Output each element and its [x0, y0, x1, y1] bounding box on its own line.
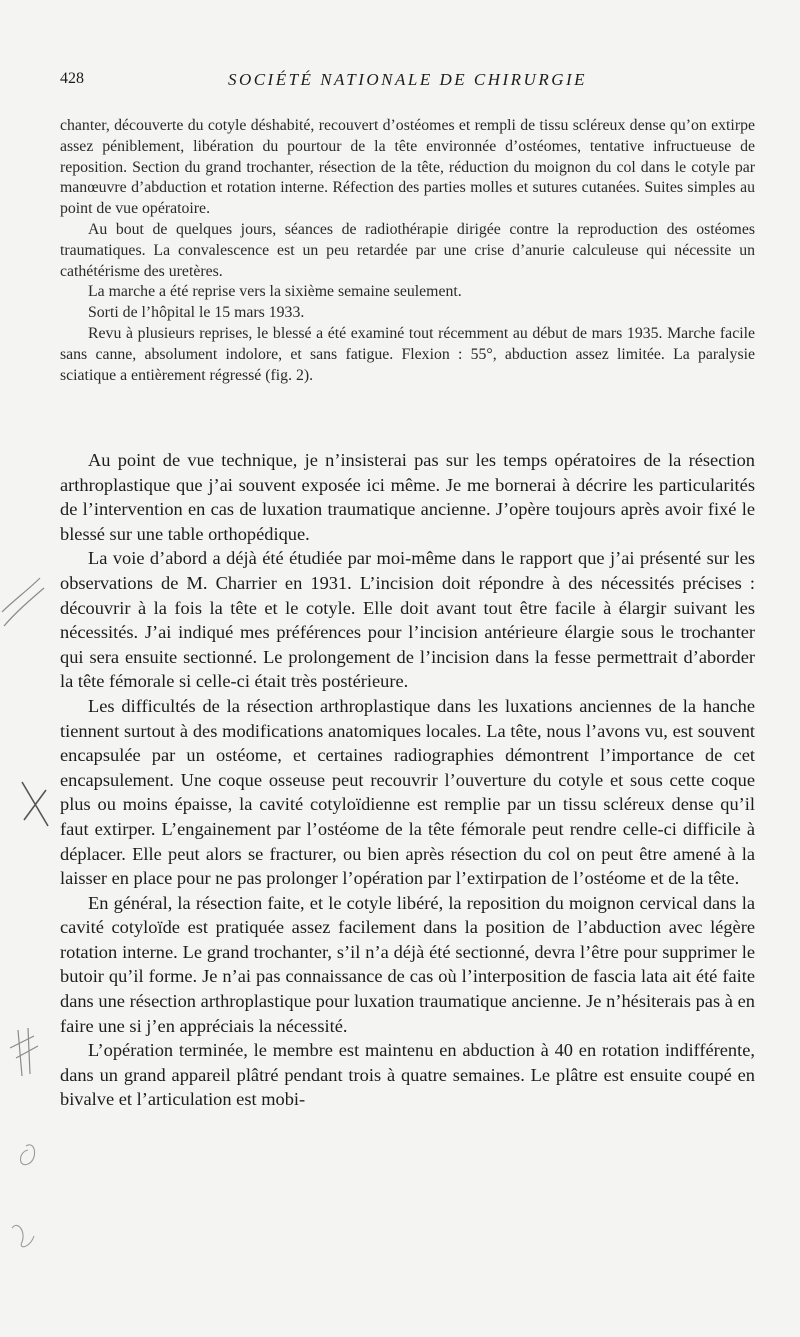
page-number: 428: [60, 70, 84, 87]
case-report-paragraph: Au bout de quelques jours, séances de radiothérapie dirigée contre la reproduction des ostéomes traumatiques. La convalescence est un peu retardée par une crise d’anurie calculeuse qui nécessite un cathétérisme des uretères.: [60, 220, 755, 280]
pencil-cross-mark: [22, 782, 48, 826]
case-report-paragraph: La marche a été reprise vers la sixième semaine seulement.: [88, 283, 462, 301]
case-report-paragraph: chanter, découverte du cotyle déshabité, recouvert d’ostéomes et rempli de tissu scléreux dense qu’on extirpe assez péniblement, libération du pourtour de la tête environnée d’ostéomes, tentative infructueuse de reposition. Section du grand trochanter, résection de la tête, réduction du moignon du col dans le cotyle par manœuvre d’abduction et rotation interne. Réfection des parties molles et sutures cutanées. Suites simples au point de vue opératoire.: [60, 117, 755, 218]
discussion-block: [60, 448, 755, 1112]
discussion-paragraph: Les difficultés de la résection arthroplastique dans les luxations anciennes de la hanche tiennent surtout à des modifications anatomiques locales. La tête, nous l’avons vu, est souvent encapsulée par un ostéome, et certaines radiographies démontrent l’importance de cet encapsulement. Une coque osseuse peut recouvrir l’ouverture du cotyle et sous cette coque plus ou moins épaisse, la cavité cotyloïdienne est remplie par un tissu scléreux dense qu’il faut extirper. L’engainement par l’ostéome de la tête fémorale peut rendre celle-ci difficile à déplacer. Elle peut alors se fracturer, ou bien après résection du col on peut être amené à la laisser en place pour ne pas prolonger l’opération par l’extirpation de l’ostéome et de la tête.: [60, 695, 755, 889]
page-header: [60, 70, 755, 94]
discussion-paragraph: En général, la résection faite, et le cotyle libéré, la reposition du moignon cervical dans la cavité cotyloïde est pratiquée assez facilement dans la position de l’abduction avec légère rotation interne. Le grand trochanter, s’il n’a déjà été sectionné, devra l’être pour supprimer le butoir qu’il forme. Je n’ai pas connaissance de cas où l’interposition de fascia lata ait été faite dans une résection arthroplastique pour luxation traumatique ancienne. Je n’hésiterais pas à en faire une si j’en appréciais la nécessité.: [60, 892, 755, 1036]
pencil-loop-mark: [21, 1145, 35, 1165]
pencil-stroke-mark: [2, 578, 40, 612]
discussion-paragraph: L’opération terminée, le membre est maintenu en abduction à 40 en rotation indifférente, dans un grand appareil plâtré pendant trois à quatre semaines. Le plâtre est ensuite coupé en bivalve et l’articulation est mobi-: [60, 1040, 755, 1110]
case-report-paragraph: Sorti de l’hôpital le 15 mars 1933.: [88, 304, 305, 322]
pencil-stroke-mark: [4, 588, 44, 626]
discussion-paragraph: La voie d’abord a déjà été étudiée par moi-même dans le rapport que j’ai présenté sur les observations de M. Charrier en 1931. L’incision doit répondre à des nécessités précises : découvrir à la fois la tête et le cotyle. Elle doit avant tout être facile à élargir suivant les nécessités. J’ai indiqué mes préférences pour l’incision antérieure élargie sous le trochanter qui sera ensuite sectionné. Le prolongement de l’incision dans la fesse permettrait d’aborder la tête fémorale si celle-ci était très postérieure.: [60, 548, 755, 692]
pencil-hash-mark: [10, 1028, 38, 1076]
case-report-block: [60, 116, 755, 386]
case-report-paragraph: Revu à plusieurs reprises, le blessé a été examiné tout récemment au début de mars 1935. Marche facile sans canne, absolument indolore, et sans fatigue. Flexion : 55°, abduction assez limitée. La paralysie sciatique a entièrement régressé (fig. 2).: [60, 324, 755, 384]
running-head: SOCIÉTÉ NATIONALE DE CHIRURGIE: [227, 70, 588, 89]
discussion-paragraph: Au point de vue technique, je n’insisterai pas sur les temps opératoires de la résection arthroplastique que j’ai souvent exposée ici même. Je me bornerai à décrire les particularités de l’intervention en cas de luxation traumatique ancienne. J’opère toujours après avoir fixé le blessé sur une table orthopédique.: [60, 450, 755, 544]
pencil-scribble-mark: [12, 1225, 34, 1246]
margin-annotations: [0, 0, 60, 1337]
